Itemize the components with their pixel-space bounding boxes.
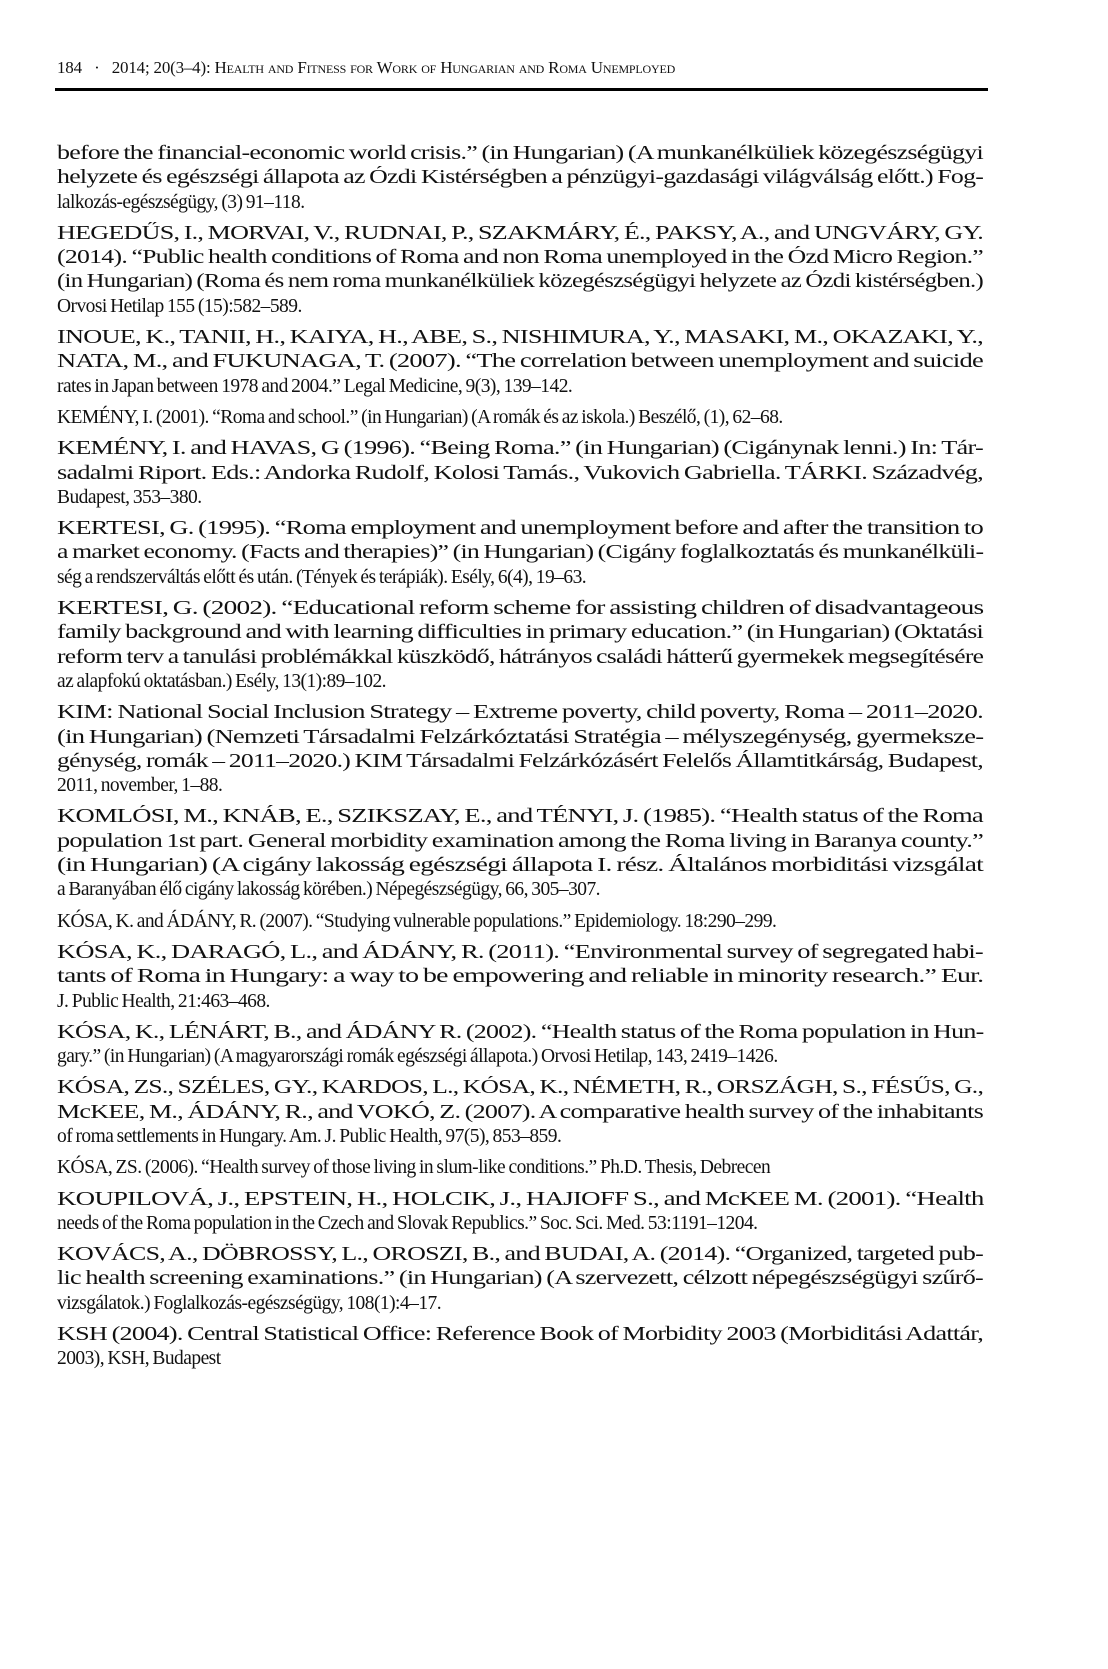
reference-entry (57, 142, 983, 215)
reference-line: needs of the Roma population in the Czech and Slovak Republics.” Soc. Sci. Med. 53:1191–1204. (57, 1212, 758, 1234)
reference-line: 2011, november, 1–88. (57, 775, 223, 797)
reference-line: a Baranyában élő cigány lakosság körében.) Népegészségügy, 66, 305–307. (57, 879, 600, 901)
reference-line: INOUE, K., TANII, H., KAIYA, H., ABE, S., NISHIMURA, Y., MASAKI, M., OKAZAKI, Y., (57, 327, 984, 349)
reference-line: tants of Roma in Hungary: a way to be empowering and reliable in minority research.” Eur. (57, 966, 984, 988)
reference-line: KOUPILOVÁ, J., EPSTEIN, H., HOLCIK, J., HAJIOFF S., and McKEE M. (2001). “Health (57, 1188, 984, 1210)
reference-line: NATA, M., and FUKUNAGA, T. (2007). “The correlation between unemployment and suicide (57, 351, 983, 373)
issue-info: 2014; 20(3–4): (111, 58, 211, 77)
reference-entry (57, 941, 983, 1014)
reference-line: KÓSA, K. and ÁDÁNY, R. (2007). “Studying vulnerable populations.” Epidemiology. 18:290–299. (57, 910, 777, 932)
reference-entry (57, 1243, 983, 1316)
reference-line: KÓSA, ZS., SZÉLES, GY., KARDOS, L., KÓSA, K., NÉMETH, R., ORSZÁGH, S., FÉSŰS, G., (57, 1077, 984, 1099)
reference-line: population 1st part. General morbidity examination among the Roma living in Baranya county.” (57, 830, 984, 852)
header-rule (55, 88, 988, 91)
reference-line: KEMÉNY, I. and HAVAS, G (1996). “Being Roma.” (in Hungarian) (Cigánynak lenni.) In: Tár- (57, 438, 984, 460)
reference-entry (57, 805, 983, 902)
reference-line: KEMÉNY, I. (2001). “Roma and school.” (in Hungarian) (A romák és az iskola.) Beszélő, (1), 62–68. (57, 406, 783, 428)
reference-line: McKEE, M., ÁDÁNY, R., and VOKÓ, Z. (2007). A comparative health survey of the inhabitants (57, 1101, 983, 1123)
reference-list (57, 142, 983, 1379)
reference-entry (57, 597, 983, 694)
reference-line: KOVÁCS, A., DÖBROSSY, L., OROSZI, B., and BUDAI, A. (2014). “Organized, targeted pub- (57, 1244, 983, 1266)
running-title: Health and Fitness for Work of Hungarian and Roma Unemployed (214, 58, 676, 77)
reference-line: gary.” (in Hungarian) (A magyarországi romák egészségi állapota.) Orvosi Hetilap, 143, 2419–1426. (57, 1046, 778, 1068)
reference-line: rates in Japan between 1978 and 2004.” Legal Medicine, 9(3), 139–142. (57, 375, 573, 397)
reference-line: sadalmi Riport. Eds.: Andorka Rudolf, Kolosi Tamás., Vukovich Gabriella. TÁRKI. Századvég, (57, 462, 983, 484)
reference-line: ség a rendszerváltás előtt és után. (Tények és terápiák). Esély, 6(4), 19–63. (57, 566, 587, 588)
reference-line: KSH (2004). Central Statistical Office: Reference Book of Morbidity 2003 (Morbiditási Adattár, (57, 1324, 983, 1346)
reference-line: HEGEDŰS, I., MORVAI, V., RUDNAI, P., SZAKMÁRY, É., PAKSY, A., and UNGVÁRY, GY. (57, 222, 983, 244)
reference-entry (57, 1323, 983, 1372)
reference-line: KERTESI, G. (1995). “Roma employment and unemployment before and after the transition to (57, 518, 983, 540)
reference-line: of roma settlements in Hungary. Am. J. Public Health, 97(5), 853–859. (57, 1125, 562, 1147)
reference-line: KÓSA, K., LÉNÁRT, B., and ÁDÁNY R. (2002). “Health status of the Roma population in Hun- (57, 1021, 984, 1043)
reference-line: lic health screening examinations.” (in Hungarian) (A szervezett, célzott népegészségügyi szűrő- (57, 1268, 983, 1290)
reference-entry (57, 437, 983, 510)
reference-line: KERTESI, G. (2002). “Educational reform scheme for assisting children of disadvantageous (57, 598, 984, 620)
reference-entry (57, 406, 983, 430)
page-number: 184 (57, 58, 82, 77)
reference-line: KIM: National Social Inclusion Strategy – Extreme poverty, child poverty, Roma – 2011–2020. (57, 702, 983, 724)
reference-line: KÓSA, K., DARAGÓ, L., and ÁDÁNY, R. (2011). “Environmental survey of segregated habi- (57, 941, 983, 963)
reference-line: a market economy. (Facts and therapies)” (in Hungarian) (Cigány foglalkoztatás és munkanélküli- (57, 542, 984, 564)
reference-line: (in Hungarian) (Roma és nem roma munkanélküliek közegészségügyi helyzete az Ózdi kistérségben.) (57, 271, 983, 293)
header-separator: · (94, 58, 100, 77)
reference-line: Orvosi Hetilap 155 (15):582–589. (57, 295, 302, 317)
reference-line: reform terv a tanulási problémákkal küszködő, hátrányos családi hátterű gyermekek megsegítésére (57, 646, 984, 668)
reference-entry (57, 222, 983, 319)
reference-entry (57, 1156, 983, 1180)
reference-line: Budapest, 353–380. (57, 486, 202, 508)
reference-line: J. Public Health, 21:463–468. (57, 990, 270, 1012)
reference-entry (57, 326, 983, 399)
reference-entry (57, 1188, 983, 1237)
reference-line: (in Hungarian) (Nemzeti Társadalmi Felzárkóztatási Stratégia – mélyszegénység, gyermeksze- (57, 726, 984, 748)
reference-line: génység, romák – 2011–2020.) KIM Társadalmi Felzárkózásért Felelős Államtitkárság, Budapest, (57, 750, 983, 772)
reference-line: before the financial-economic world crisis.” (in Hungarian) (A munkanélküliek közegészségügyi (57, 143, 983, 164)
reference-entry (57, 910, 983, 934)
reference-line: KÓSA, ZS. (2006). “Health survey of those living in slum-like conditions.” Ph.D. Thesis, Debrecen (57, 1157, 771, 1179)
reference-line: KOMLÓSI, M., KNÁB, E., SZIKSZAY, E., and TÉNYI, J. (1985). “Health status of the Roma (57, 806, 983, 828)
reference-line: family background and with learning difficulties in primary education.” (in Hungarian) (Oktatási (57, 622, 983, 644)
reference-entry (57, 1021, 983, 1070)
reference-line: helyzete és egészségi állapota az Ózdi Kistérségben a pénzügyi-gazdasági világválság előtt.) Fog- (57, 167, 984, 189)
running-header (57, 58, 987, 82)
reference-line: vizsgálatok.) Foglalkozás-egészségügy, 108(1):4–17. (57, 1292, 442, 1314)
reference-entry (57, 517, 983, 590)
reference-entry (57, 1076, 983, 1149)
reference-line: az alapfokú oktatásban.) Esély, 13(1):89–102. (57, 670, 387, 692)
reference-line: lalkozás-egészségügy, (3) 91–118. (57, 191, 305, 213)
reference-line: (2014). “Public health conditions of Roma and non Roma unemployed in the Ózd Micro Region.” (57, 247, 983, 269)
reference-line: 2003), KSH, Budapest (57, 1348, 221, 1370)
reference-entry (57, 701, 983, 798)
reference-line: (in Hungarian) (A cigány lakosság egészségi állapota I. rész. Általános morbiditási vizsgálat (57, 855, 983, 877)
